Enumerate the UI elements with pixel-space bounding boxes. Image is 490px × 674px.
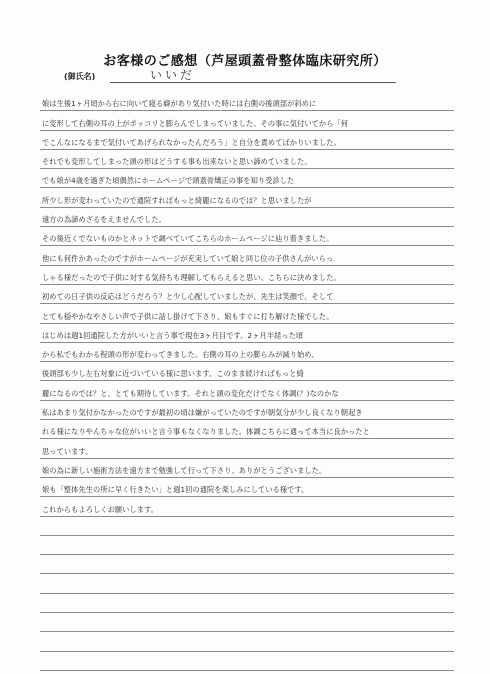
handwritten-line: とても穏やかなやさしい声で子供に話し掛けて下さり、娘もすぐに打ち解けた様でした。 xyxy=(42,311,334,321)
ruled-row xyxy=(40,304,454,323)
handwritten-line: これからもよろしくお願いします。 xyxy=(42,504,159,514)
handwritten-line: から私でもわかる程頭の形が変わってきました。右側の耳の上の膨らみが減り始め、 xyxy=(42,350,319,360)
name-label: (御氏名) xyxy=(64,72,96,81)
ruled-row xyxy=(40,324,454,343)
handwritten-line: それでも変形してしまった頭の形はどうする事も出来ないと思い諦めていました。 xyxy=(42,157,312,167)
ruled-row xyxy=(40,517,454,536)
ruled-row xyxy=(40,459,454,478)
ruled-row xyxy=(40,652,454,671)
handwritten-line: しゃる様だったので子供に対する気持ちも理解してもらえると思い、こちらに決めました。 xyxy=(42,272,341,282)
handwritten-line: れる様になりやんちゃな位がいいと言う事もなくなりました。体調こちらに通って本当に良かったと xyxy=(42,427,370,437)
ruled-row xyxy=(40,594,454,613)
ruled-lines xyxy=(40,92,454,671)
ruled-row xyxy=(40,343,454,362)
handwritten-line: 後頭部も少し左右対象に近づいている様に思います。このまま続ければもっと綺 xyxy=(42,369,304,379)
ruled-row xyxy=(40,381,454,400)
ruled-row xyxy=(40,632,454,651)
ruled-row xyxy=(40,613,454,632)
handwritten-line: でも娘が4歳を過ぎた頃偶然にホームページで頭蓋骨矯正の事を知り受診した xyxy=(42,176,295,186)
handwritten-line: 所少し形が変わっていたので通院すればもっと綺麗になるのでは？と思いましたが xyxy=(42,195,312,205)
document-title: お客様のご感想（芦屋頭蓋骨整体臨床研究所） xyxy=(103,54,387,69)
ruled-row xyxy=(40,246,454,265)
handwritten-line: その後近くでないものかとネットで調べていてこちらのホームページに辿り着きました。 xyxy=(42,234,334,244)
ruled-row xyxy=(40,439,454,458)
ruled-row xyxy=(40,420,454,439)
ruled-row xyxy=(40,92,454,111)
handwritten-line: 娘は生後1ヶ月頃から右に向いて寝る癖があり気付いた時には右側の後頭部が斜めに xyxy=(42,99,317,109)
handwritten-line: 遠方の為諦めざるをえませんでした。 xyxy=(42,215,166,225)
ruled-row xyxy=(40,536,454,555)
ruled-row xyxy=(40,188,454,207)
handwritten-line: 思っています。 xyxy=(42,446,93,456)
ruled-row xyxy=(40,574,454,593)
customer-name: いいだ xyxy=(150,68,196,82)
ruled-row xyxy=(40,111,454,130)
handwritten-line: でこんなになるまで気付いてあげられなかったんだろう」と自分を責めてばかりいました。 xyxy=(42,137,341,147)
name-underline xyxy=(110,82,396,83)
ruled-row xyxy=(40,497,454,516)
ruled-row xyxy=(40,150,454,169)
ruled-row xyxy=(40,478,454,497)
ruled-row xyxy=(40,401,454,420)
handwritten-line: に変形して右側の耳の上がポッコリと膨らんでしまっていました。その事に気付いてから「何 xyxy=(42,118,349,128)
ruled-row xyxy=(40,555,454,574)
handwritten-line: 娘の為に新しい施術方法を遠方まで勉強して行って下さり、ありがとうございました。 xyxy=(42,465,327,475)
ruled-row xyxy=(40,131,454,150)
handwritten-line: はじめは週1回通院した方がいいと言う事で現在3ヶ月目です。2ヶ月半経った頃 xyxy=(42,330,304,340)
ruled-row xyxy=(40,169,454,188)
ruled-row xyxy=(40,362,454,381)
handwritten-line: 麗になるのでは？と、とても期待しています。それと頭の変化だけでなく体調(？)なのかな xyxy=(42,388,339,398)
ruled-row xyxy=(40,227,454,246)
handwritten-line: 娘も「整体先生の所に早く行きたい」と週1回の通院を楽しみにしている様です。 xyxy=(42,485,309,495)
ruled-row xyxy=(40,208,454,227)
ruled-row xyxy=(40,285,454,304)
handwritten-line: 私はあまり気付かなかったのですが最初の頃は嫌がっていたのですが朝気分が少し良くなり朝起き xyxy=(42,408,363,418)
ruled-row xyxy=(40,266,454,285)
handwritten-line: 初めての日子供の反応はどうだろう？と少し心配していましたが、先生は笑顔で、そして xyxy=(42,292,334,302)
handwritten-line: 他にも何件かあったのですがホームページが充実していて娘と同じ位の子供さんがいらっ xyxy=(42,253,334,263)
